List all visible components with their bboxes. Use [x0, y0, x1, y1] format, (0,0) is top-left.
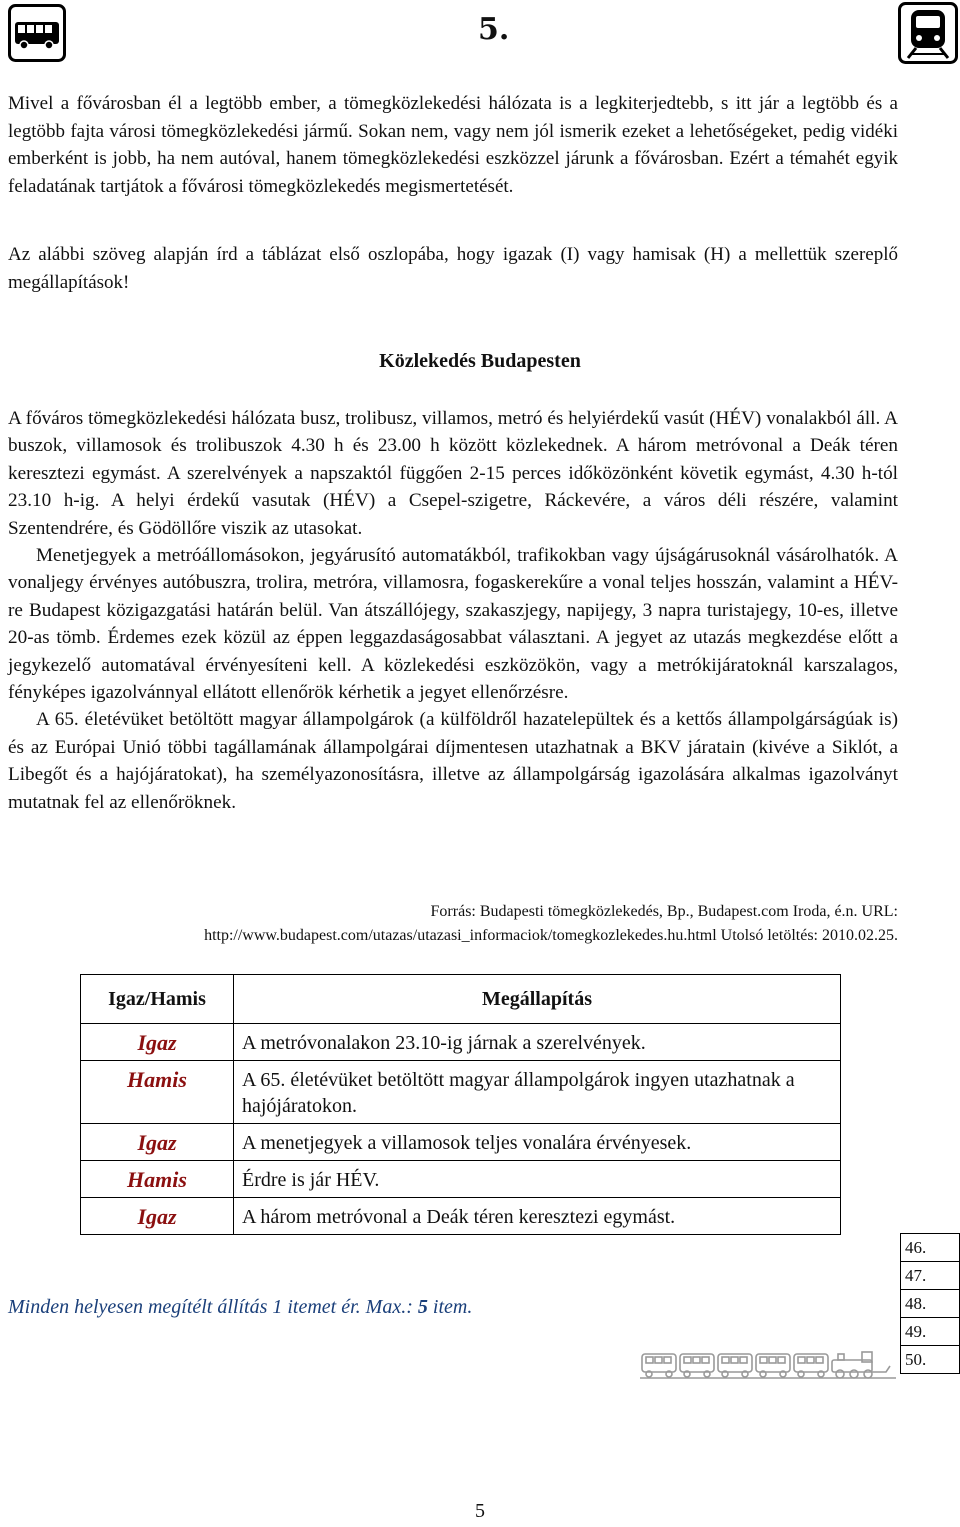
item-number: 48.: [901, 1290, 960, 1318]
train-icon: [898, 2, 958, 64]
item-number: 47.: [901, 1262, 960, 1290]
statement-cell: A menetjegyek a villamosok teljes vonalára érvényesek.: [234, 1124, 841, 1161]
source-citation: [0, 900, 898, 948]
footer-page-number: 5: [475, 1500, 485, 1522]
table-row: [81, 1061, 841, 1124]
article-paragraph-2: Menetjegyek a metróállomásokon, jegyárusító automatákból, trafikokban vagy újságárusoknál vásárolhatók. A vonaljegy érvényes autóbuszra, trolira, metróra, villamosra, fogaskerekűre a vonal teljes hosszán, valamint a HÉV-re Budapest közigazgatási határán belül. Van átszállójegy, szakaszjegy, napijegy, 3 napra turistajegy, 10-es, illetve 20-as tömb. Érdemes ezek közül az éppen leggazdaságosabbat választani. A jegyet az utazás megkezdése előtt a jegykezelő automatával érvényesíteni kell. A közlekedési eszközökön, vagy a metrókijáratoknál karszalagos, fényképes igazolvánnyal ellátott ellenőrök kérhetik a jegyet ellenőrzésre.: [8, 545, 898, 704]
article-paragraph-1: A főváros tömegközlekedési hálózata busz, trolibusz, villamos, metró és helyiérdekű vasút (HÉV) vonalakból áll. A buszok, villamosok és trolibuszok 4.30 h és 23.00 h között közlekednek. A három metróvonal a Deák téren keresztezi egymást. A szerelvények a napszaktól függően 2-15 perces időközönként követik egymást, 4.30 h-tól 23.10 h-ig. A helyi érdekű vasutak (HÉV) a Csepel-szigetre, Ráckevére, a város déli részére, valamint Szentendrére, és Gödöllőre viszik az utasokat.: [8, 408, 898, 539]
scoring-max: 5: [417, 1296, 428, 1318]
header-answer: Igaz/Hamis: [81, 975, 234, 1024]
article-title: Közlekedés Budapesten: [379, 350, 581, 372]
table-row: [81, 1124, 841, 1161]
item-number: 46.: [901, 1234, 960, 1262]
true-false-table: [80, 974, 841, 1235]
statement-cell: A 65. életévüket betöltött magyar állampolgárok ingyen utazhatnak a hajójáratokon.: [234, 1061, 841, 1124]
answer-cell[interactable]: Igaz: [81, 1024, 234, 1061]
article-body: [8, 405, 898, 816]
item-number: 49.: [901, 1318, 960, 1346]
statement-cell: A metróvonalakon 23.10-ig járnak a szerelvények.: [234, 1024, 841, 1061]
table-row: [81, 1161, 841, 1198]
statement-cell: A három metróvonal a Deák téren keresztezi egymást.: [234, 1198, 841, 1235]
table-header-row: [81, 975, 841, 1024]
source-line-2: http://www.budapest.com/utazas/utazasi_informaciok/tomegkozlekedes.hu.html Utolsó letöltés: 2010.02.25.: [204, 927, 898, 944]
page-label: 5.: [478, 12, 510, 47]
scoring-note: [8, 1296, 472, 1319]
table-row: [81, 1024, 841, 1061]
answer-cell[interactable]: Hamis: [81, 1061, 234, 1124]
answer-cell[interactable]: Igaz: [81, 1124, 234, 1161]
train-cars-icon: [640, 1348, 898, 1380]
header-statement: Megállapítás: [234, 975, 841, 1024]
statement-cell: Érdre is jár HÉV.: [234, 1161, 841, 1198]
article-paragraph-3: A 65. életévüket betöltött magyar állampolgárok (a külföldről hazatelepültek és a kettős állampolgárságúak is) és az Európai Unió többi tagállamának állampolgárai díjmentesen utazhatnak a BKV járatain (kivéve a Siklót, a Libegőt és a hajójáratokat), ha személyazonosításra, illetve az állampolgárság igazolására alkalmas igazolványt mutatnak fel az ellenőröknek.: [8, 709, 898, 813]
intro-paragraph-1: Mivel a fővárosban él a legtöbb ember, a tömegközlekedési hálózata is a legkiterjedtebb, s itt jár a legtöbb és a legtöbb fajta városi tömegközlekedési jármű. Sokan nem, vagy nem jól ismerik ezeket a lehetőségeket, pedig vidéki emberként is jobb, ha nem autóval, hanem tömegközlekedési eszközzel járunk a fővárosban. Ezért a témahét egyik feladatának tartjátok a fővárosi tömegközlekedés megismertetését.: [8, 93, 898, 197]
intro-paragraph-2: Az alábbi szöveg alapján írd a táblázat első oszlopába, hogy igazak (I) vagy hamisak (H) a mellettük szereplő megállapítások!: [8, 244, 898, 293]
source-line-1: Forrás: Budapesti tömegközlekedés, Bp., Budapest.com Iroda, é.n. URL:: [430, 903, 898, 920]
scoring-text: Minden helyesen megítélt állítás 1 itemet ér. Max.:: [8, 1296, 418, 1318]
table-row: [81, 1198, 841, 1235]
item-number: 50.: [901, 1346, 960, 1374]
scoring-suffix: item.: [427, 1296, 473, 1318]
answer-cell[interactable]: Hamis: [81, 1161, 234, 1198]
item-number-column: [900, 1233, 960, 1374]
answer-cell[interactable]: Igaz: [81, 1198, 234, 1235]
bus-icon: [8, 4, 66, 62]
